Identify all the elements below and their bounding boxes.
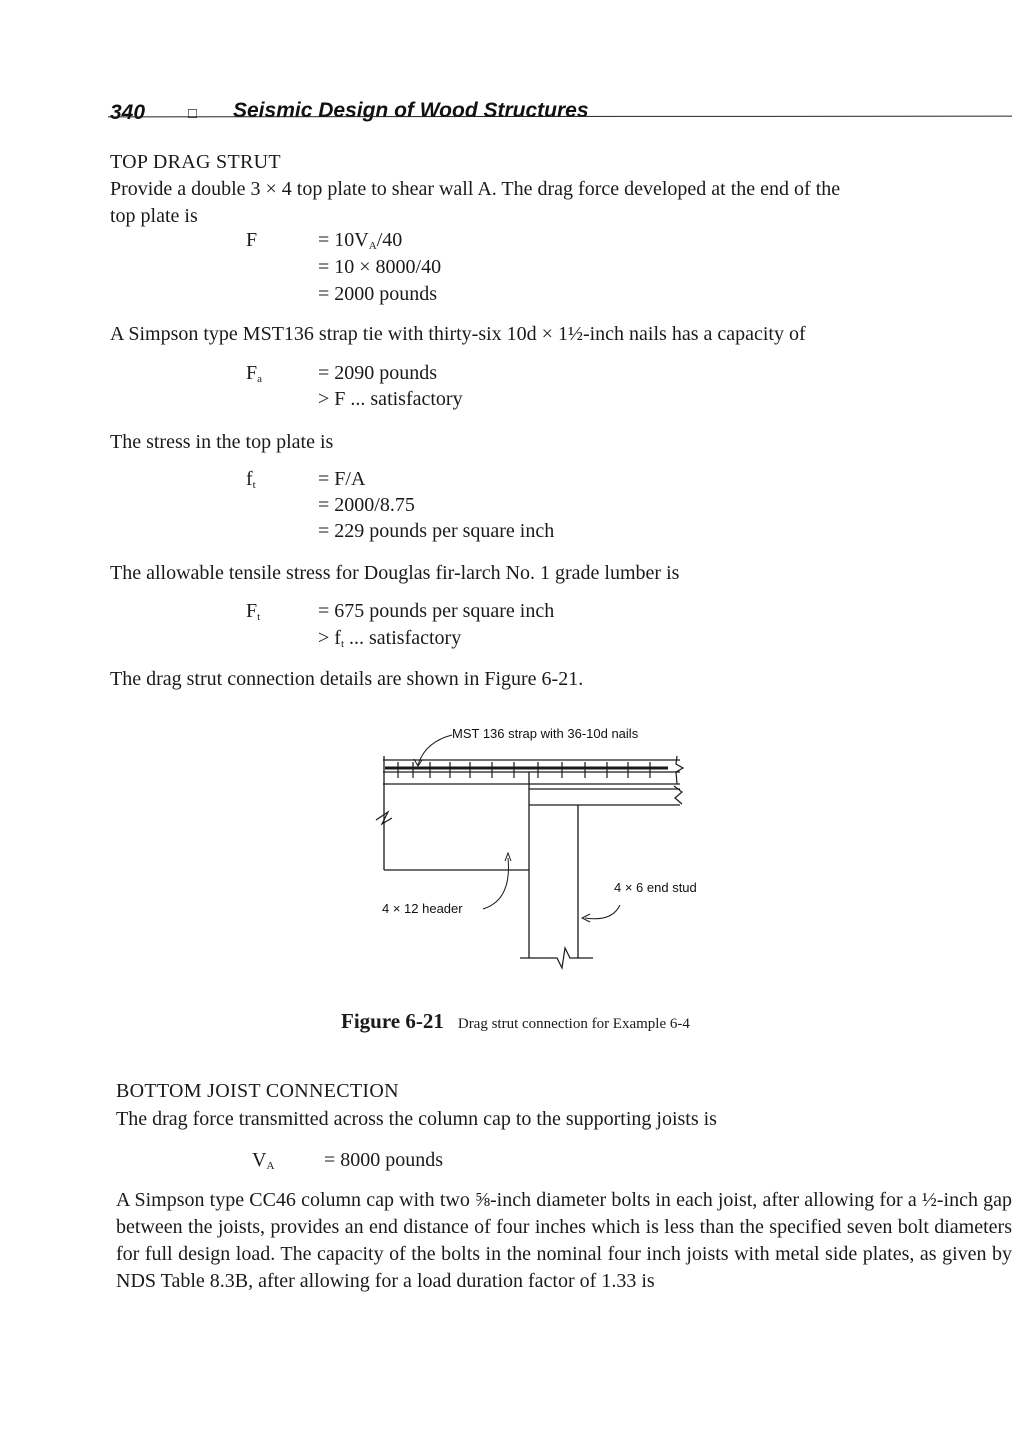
nail-marks xyxy=(398,762,650,778)
page-number: 340 xyxy=(110,101,146,124)
paragraph-line: The drag strut connection details are shown in Figure 6-21. xyxy=(110,668,584,690)
leader-stud xyxy=(585,905,620,919)
figure-label-end-stud: 4 × 6 end stud xyxy=(614,880,697,895)
equation-text: /40 xyxy=(376,229,403,251)
subscript: t xyxy=(257,611,261,623)
leader-header xyxy=(483,858,508,909)
section-heading-top-drag-strut: TOP DRAG STRUT xyxy=(110,151,281,173)
running-header-title: Seismic Design of Wood Structures xyxy=(233,99,589,122)
equation-text: ... satisfactory xyxy=(344,627,462,649)
paragraph-line: The drag force transmitted across the column cap to the supporting joists is xyxy=(116,1108,717,1130)
caption-number: Figure 6-21 xyxy=(341,1009,444,1033)
equation-line: = 675 pounds per square inch xyxy=(318,600,555,622)
equation-line: = 2000 pounds xyxy=(318,283,438,305)
base-break-line xyxy=(520,948,593,968)
equation-lhs-VA xyxy=(252,1149,274,1172)
equation-lhs-F: F xyxy=(246,229,258,251)
figure-label-strap: MST 136 strap with 36-10d nails xyxy=(452,726,639,741)
symbol: F xyxy=(246,362,258,384)
subscript: A xyxy=(368,240,377,252)
paragraph-line: top plate is xyxy=(110,205,198,227)
equation-line: = 10 × 8000/40 xyxy=(318,256,442,278)
subscript: A xyxy=(266,1160,275,1172)
paragraph-line: Provide a double 3 × 4 top plate to shear wall A. The drag force developed at the end of the xyxy=(110,178,841,200)
figure-label-header: 4 × 12 header xyxy=(382,901,463,916)
equation-line: > F ... satisfactory xyxy=(318,388,463,410)
header-separator: □ xyxy=(188,105,198,122)
symbol: f xyxy=(246,468,253,490)
caption-text: Drag strut connection for Example 6-4 xyxy=(457,1016,690,1032)
equation-line: = 2090 pounds xyxy=(318,362,438,384)
equation-line: = 8000 pounds xyxy=(324,1149,444,1171)
equation-line: = 2000/8.75 xyxy=(318,494,415,516)
paragraph-line: A Simpson type MST136 strap tie with thirty-six 10d × 1½-inch nails has a capacity of xyxy=(110,323,806,345)
section-heading-bottom-joist: BOTTOM JOIST CONNECTION xyxy=(116,1080,399,1102)
figure-caption xyxy=(341,1009,690,1034)
symbol: V xyxy=(252,1149,267,1171)
symbol: F xyxy=(246,600,258,622)
subscript: a xyxy=(257,373,263,385)
subscript: t xyxy=(340,638,345,650)
paragraph-column-cap: A Simpson type CC46 column cap with two ⅝-inch diameter bolts in each joist, after allowing for a ½-inch gap between the joists, provides an end distance of four inches which is less than the specified seven bolt diameters for full design load. The capacity of the bolts in the nominal four inch joists with metal side plates, as given by NDS Table 8.3B, after allowing for a load duration factor of 1.33 is xyxy=(116,1189,1012,1292)
paragraph-line: The stress in the top plate is xyxy=(110,431,334,453)
equation-line: = F/A xyxy=(318,468,366,490)
paragraph-line: The allowable tensile stress for Douglas fir-larch No. 1 grade lumber is xyxy=(110,562,680,584)
equation-line: = 229 pounds per square inch xyxy=(318,520,555,542)
equation-text: > f xyxy=(318,627,341,649)
equation-text: = 10V xyxy=(318,229,369,251)
subscript: t xyxy=(252,479,256,491)
